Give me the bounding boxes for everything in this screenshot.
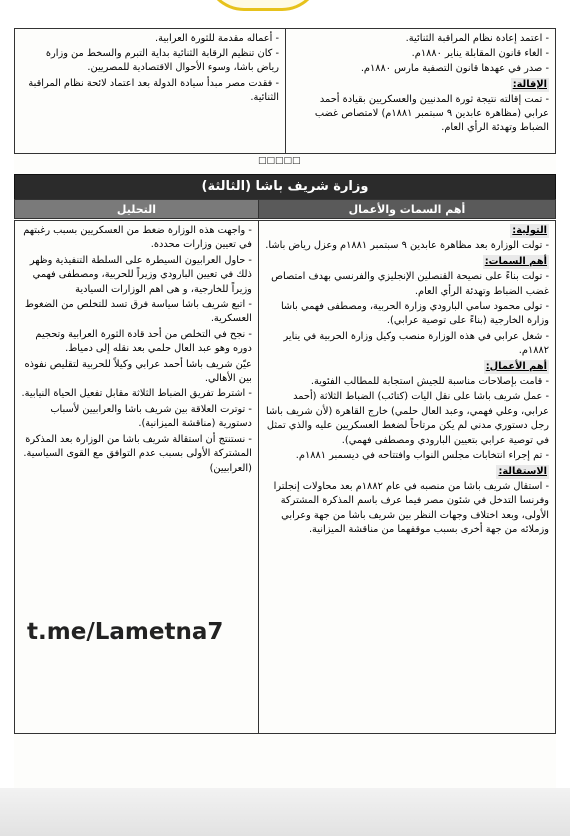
text-line: - الغاء قانون المقابلة يناير ١٨٨٠م. [411, 48, 549, 60]
analysis-column [14, 220, 258, 734]
text-line: - تولت بناءً على نصيحة القنصلين الإنجليزي والفرنسي بهدف امتصاص غضب الضباط وتهدئة الرأي العام. [271, 271, 549, 297]
logo-arc [205, 0, 321, 11]
page-title: وزارة شريف باشا (الثالثة) [14, 174, 556, 200]
table-header-row [14, 199, 556, 219]
text-line: - قامت بإصلاحات مناسبة للجيش استجابة للمطالب الفئوية. [310, 376, 549, 388]
header-features: أهم السمات والأعمال [258, 199, 556, 219]
text-line: - استقال شريف باشا من منصبه في عام ١٨٨٢م بعد محاولات إنجلترا وفرنسا التدخل في شئون مصر فيما عرف باسم المذكرة المشتركة الأولى، وبعد اختلاف وجهات النظر بين شريف باشا من جهة وعرابي وزملائه من جهة أخرى بسبب موقفهما من مناقشة الميزانية. [273, 480, 549, 536]
section-heading: التولية: [510, 224, 549, 238]
text-line: - تولت الوزارة بعد مظاهرة عابدين ٩ سبتمبر ١٨٨١م وعزل رياض باشا. [265, 240, 549, 252]
watermark-link: t.me/Lametna7 [27, 619, 224, 645]
text-line: - تمت إقالته نتيجة ثورة المدنيين والعسكريين بقيادة أحمد عرابي (مظاهرة عابدين ٩ سبتمبر ١٨٨١م) لامتصاص غضب الضباط وتهدئة الرأي العام. [314, 93, 549, 134]
previous-left-column [14, 28, 285, 154]
text-line: - حاول العرابيون السيطرة على السلطة التنفيذية وظهر ذلك في تعيين البارودي وزيراً للحربية، ومصطفى فهمي وزيراً للخارجية، و هى اهم الوزارات السيادية [29, 254, 252, 295]
text-line: - فقدت مصر مبدأ سيادة الدولة بعد اعتماد لائحة نظام المراقبة الثنائية. [28, 77, 279, 103]
text-line: - تم إجراء انتخابات مجلس النواب وافتتاحه في ديسمبر ١٨٨١م. [295, 450, 549, 462]
text-line: - عمل شريف باشا على نقل اليات (كتائب) الضباط الثلاثة (أحمد عرابي، وعلي فهمي، وعبد العال حلمي) خارج القاهرة (لأن شريف باشا رجل دستوري مدني لم يكن مرتاحاً لضغط العسكريين عليه والذي تمثل في توصية عرابي بتعيين البارودي ومصطفى فهمي). [266, 391, 549, 446]
text-line: - توترت العلاقة بين شريف باشا والعرابيين لأسباب دستورية (مناقشة الميزانية). [50, 403, 252, 430]
text-line: - اشترط تفريق الضباط الثلاثة مقابل تفعيل الحياة النيابية. [21, 388, 252, 400]
text-line: - نستنتج أن استقالة شريف باشا من الوزارة بعد المذكرة المشتركة الأولى بسبب عدم التوافق مع القوى السياسية. (العرابيين) [23, 433, 252, 474]
features-column [258, 220, 556, 734]
separator-boxes: □□□□□ [258, 156, 301, 166]
table-body-row [14, 220, 556, 734]
text-line: - كان تنظيم الرقابة الثنائية بداية التبرم والسخط من وزارة رياض باشا، وسوء الأحوال الاقتصادية للمصريين. [45, 48, 279, 74]
previous-ministry-table [14, 28, 556, 154]
previous-right-column [285, 28, 556, 154]
section-heading: الإقالة: [511, 78, 549, 92]
document-page [14, 28, 556, 788]
text-line: - شغل عرابي في هذه الوزارة منصب وكيل وزارة الحربية في يناير ١٨٨٢م. [283, 330, 549, 357]
text-line: - اعتمد إعادة نظام المراقبة الثنائية. [405, 33, 549, 44]
text-line: - صدر في عهدها قانون التصفية مارس ١٨٨٠م. [360, 63, 549, 75]
text-line: - واجهت هذه الوزارة ضغط من العسكريين بسبب رغبتهم في تعيين وزارات محددة. [23, 225, 252, 251]
section-heading: أهم السمات: [483, 255, 549, 269]
text-line: - أعماله مقدمة للثورة العرابية. [154, 33, 279, 44]
header-analysis: التحليل [14, 199, 258, 219]
text-line: - تولى محمود سامي البارودي وزارة الحربية، ومصطفى فهمي باشا وزارة الخارجية (بناءً على توصية عرابي). [280, 301, 549, 327]
text-line: عيّن شريف باشا أحمد عرابي وكيلاً للحربية لتقليص نفوذه بين الأهالي. [24, 358, 252, 385]
section-heading: الاستقالة: [496, 465, 549, 479]
bottom-shadow [0, 788, 570, 836]
section-heading: أهم الأعمال: [484, 360, 549, 374]
text-line: - نجح في التخلص من أحد قادة الثورة العرابية وتحجيم دوره وهو عبد العال حلمي بعد نقله إلى دمياط. [35, 328, 252, 355]
text-line: - اتبع شريف باشا سياسة فرق تسد للتخلص من الضغوط العسكرية. [24, 299, 252, 325]
